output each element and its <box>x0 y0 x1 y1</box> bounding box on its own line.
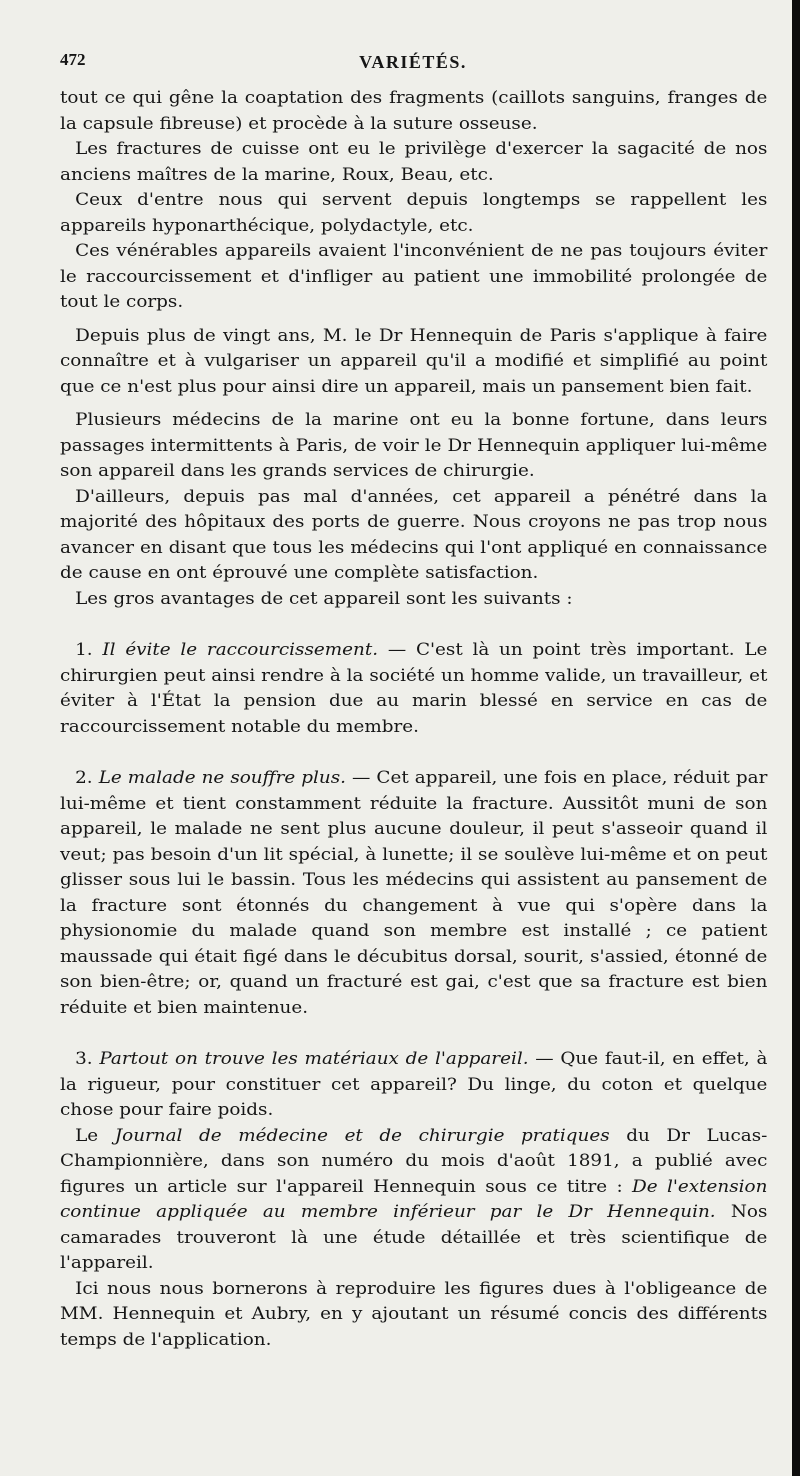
paragraph: D'ailleurs, depuis pas mal d'années, cet appareil a pénétré dans la majorité des hôpitaux des ports de guerre. Nous croyons ne pas trop nous avancer en disant que tous les médecins qui l'ont appliqué en connaissance de cause en ont éprouvé une complète satisfaction. <box>60 486 768 583</box>
text-run: Le <box>75 1125 115 1146</box>
advantage-title: Il évite le raccourcissement. <box>102 640 379 660</box>
advantage-text: — Cet appareil, une fois en place, réduit par lui-même et tient constamment réduite la fracture. Aussitôt muni de son appareil, le malade ne sent plus aucune douleur, il peut s'asseoir quand il veut; pas besoin d'un lit spécial, à lunette; il se soulève lui-même et on peut glisser sous lui le bassin. Tous les médecins qui assistent au pansement de la fracture sont étonnés du changement à vue qui s'opère dans la physionomie du malade quand son membre est installé ; ce patient maussade qui était figé dans le décubitus dorsal, sourit, s'assied, étonné de son bien-être; or, quand un fracturé est gai, c'est que sa fracture est bien réduite et bien maintenue. <box>60 768 768 1018</box>
page-header <box>60 50 766 86</box>
page-number: 472 <box>60 50 86 69</box>
scan-edge <box>792 0 800 1476</box>
advantage-title: Partout on trouve les matériaux de l'appareil. <box>99 1049 529 1069</box>
paragraph: tout ce qui gêne la coaptation des fragments (caillots sanguins, franges de la capsule fibreuse) et procède à la suture osseuse. <box>60 88 768 134</box>
paragraph: Depuis plus de vingt ans, M. le Dr Hennequin de Paris s'applique à faire connaître et à vulgariser un appareil qu'il a modifié et simplifié au point que ce n'est plus pour ainsi dire un appareil, mais un pansement bien fait. <box>60 325 768 397</box>
text-run: du Dr Lucas-Championnière, dans son numéro du mois d'août 1891, a publié avec figures un article sur l'appareil Hennequin sous ce titre : <box>60 1125 768 1197</box>
advantage-number: 1. <box>75 640 93 660</box>
advantage-2 <box>60 766 767 1021</box>
running-head: VARIÉTÉS. <box>359 52 467 72</box>
journal-paragraph <box>60 1124 767 1277</box>
advantage-number: 2. <box>75 768 93 788</box>
advantage-3 <box>60 1047 767 1124</box>
advantage-text: — Que faut-il, en effet, à la rigueur, pour constituer cet appareil? Du linge, du coton et quelque chose pour faire poids. <box>60 1049 768 1120</box>
paragraph: Plusieurs médecins de la marine ont eu la bonne fortune, dans leurs passages intermittents à Paris, de voir le Dr Hennequin appliquer lui-même son appareil dans les grands services de chirurgie. <box>60 410 768 481</box>
text-run: Nos camarades trouveront là une étude détaillée et très scientifique de l'appareil. <box>60 1202 768 1273</box>
journal-title: Journal de médecine et de chirurgie pratiques <box>114 1125 610 1146</box>
article-title: De l'extension continue appliquée au membre inférieur par le Dr Hennequin. <box>60 1176 768 1222</box>
advantage-text: — C'est là un point très important. Le chirurgien peut ainsi rendre à la société un homme valide, un travailleur, et éviter à l'État la pension due au marin blessé en service en cas de raccourcissement notable du membre. <box>60 640 768 737</box>
paragraph: Les gros avantages de cet appareil sont les suivants : <box>75 588 573 609</box>
advantage-number: 3. <box>75 1049 93 1069</box>
advantage-1 <box>60 638 767 740</box>
closing-paragraph: Ici nous nous bornerons à reproduire les figures dues à l'obligeance de MM. Hennequin et Aubry, en y ajoutant un résumé concis des différents temps de l'application. <box>60 1278 768 1350</box>
paragraph: Ceux d'entre nous qui servent depuis longtemps se rappellent les appareils hyponarthécique, polydactyle, etc. <box>60 190 768 236</box>
paragraph: Ces vénérables appareils avaient l'inconvénient de ne pas toujours éviter le raccourcissement et d'infliger au patient une immobilité prolongée de tout le corps. <box>60 241 768 312</box>
advantage-title: Le malade ne souffre plus. <box>98 768 347 788</box>
page-body <box>60 86 766 1353</box>
paragraph: Les fractures de cuisse ont eu le privilège d'exercer la sagacité de nos anciens maîtres de la marine, Roux, Beau, etc. <box>60 139 768 185</box>
